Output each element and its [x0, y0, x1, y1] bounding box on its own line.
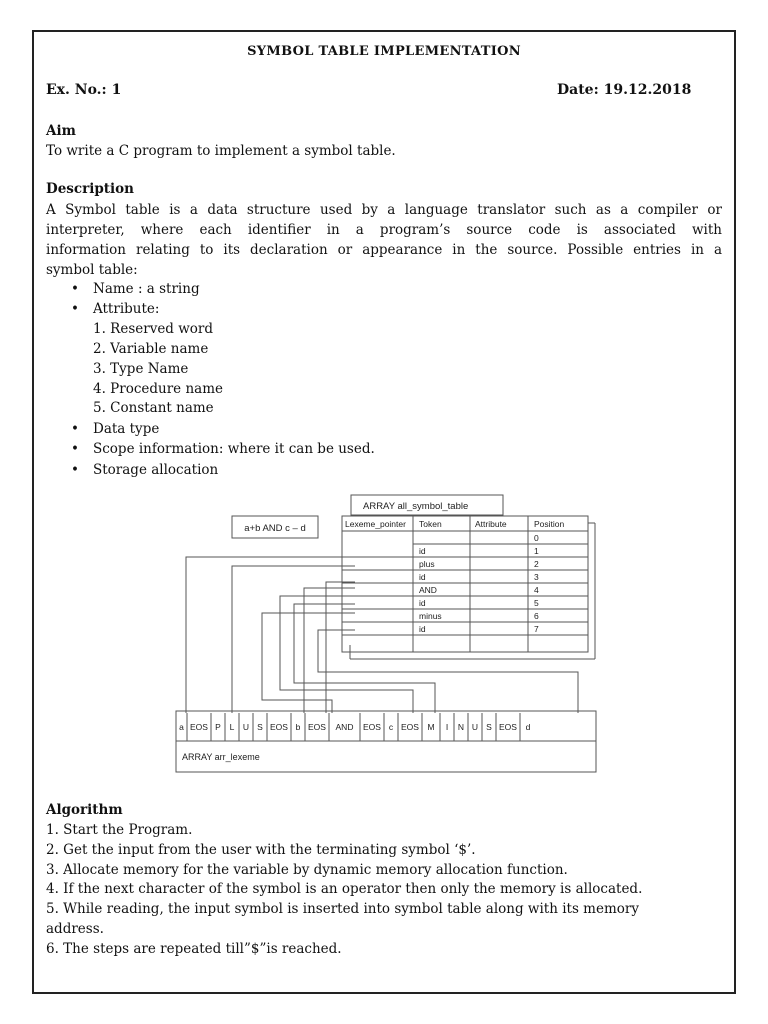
- algorithm-step: 4. If the next character of the symbol is an operator then only the memory is allocated.: [46, 881, 643, 897]
- algorithm-step: 5. While reading, the input symbol is inserted into symbol table along with its memory: [46, 901, 639, 917]
- lexeme-cell: S: [257, 722, 263, 732]
- attribute-item: 5. Constant name: [93, 400, 214, 416]
- exercise-number: Ex. No.: 1: [46, 82, 122, 98]
- algorithm-step: 6. The steps are repeated till”$”is reached.: [46, 941, 342, 957]
- lexeme-cell: N: [457, 722, 465, 732]
- lexeme-cell: c: [388, 722, 394, 732]
- attribute-item: 1. Reserved word: [93, 321, 214, 337]
- algorithm-heading: Algorithm: [46, 802, 123, 818]
- description-line: information relating to its declaration or appearance in the source. Possible entries in a: [46, 242, 722, 258]
- description-line: symbol table:: [46, 262, 138, 278]
- position-cell: 7: [534, 624, 539, 634]
- page-title: SYMBOL TABLE IMPLEMENTATION: [247, 44, 521, 59]
- token-cell: AND: [419, 585, 437, 595]
- column-header: Attribute: [475, 519, 507, 529]
- lexeme-cell: U: [471, 722, 479, 732]
- lexeme-cell: I: [445, 722, 449, 732]
- token-cell: minus: [419, 611, 442, 621]
- lexeme-cell: M: [427, 722, 435, 732]
- token-cell: id: [419, 572, 426, 582]
- token-cell: id: [419, 624, 426, 634]
- aim-text: To write a C program to implement a symbol table.: [46, 143, 396, 159]
- column-header: Position: [534, 519, 565, 529]
- attribute-item: 3. Type Name: [93, 361, 189, 377]
- symbol-table-grid: [342, 516, 588, 652]
- position-cell: 1: [534, 546, 539, 556]
- token-cell: id: [419, 598, 426, 608]
- exercise-date: Date: 19.12.2018: [557, 82, 692, 98]
- lexeme-cell: L: [229, 722, 235, 732]
- lexeme-cell: a: [179, 722, 184, 732]
- description-line: A Symbol table is a data structure used by a language translator such as a compiler or: [46, 202, 722, 218]
- attribute-item: 2. Variable name: [93, 341, 209, 357]
- lexeme-cell: AND: [335, 722, 354, 732]
- attribute-item: 4. Procedure name: [93, 381, 223, 397]
- lexeme-cell: EOS: [401, 722, 419, 732]
- lexeme-cell: EOS: [499, 722, 517, 732]
- lexeme-cell: b: [295, 722, 301, 732]
- token-cell: id: [419, 546, 426, 556]
- algorithm-step: 1. Start the Program.: [46, 822, 193, 838]
- lexeme-cell: EOS: [190, 722, 208, 732]
- lexeme-cell: U: [242, 722, 250, 732]
- algorithm-step: 3. Allocate memory for the variable by dynamic memory allocation function.: [46, 862, 568, 878]
- description-line: interpreter, where each identifier in a program’s source code is associated with: [46, 222, 722, 238]
- position-cell: 4: [534, 585, 539, 595]
- lexeme-caption: ARRAY arr_lexeme: [182, 752, 260, 762]
- lexeme-cell: EOS: [308, 722, 326, 732]
- algorithm-step: address.: [46, 921, 104, 937]
- aim-heading: Aim: [46, 123, 76, 139]
- lexeme-cell: d: [525, 722, 531, 732]
- lexeme-cell: EOS: [363, 722, 381, 732]
- position-cell: 3: [534, 572, 539, 582]
- column-header: Token: [419, 519, 442, 529]
- lexeme-cell: P: [215, 722, 221, 732]
- position-cell: 6: [534, 611, 539, 621]
- lexeme-cell: S: [486, 722, 492, 732]
- token-cell: plus: [419, 559, 435, 569]
- position-cell: 2: [534, 559, 539, 569]
- lexeme-cell: EOS: [270, 722, 288, 732]
- position-cell: 0: [534, 533, 539, 543]
- description-heading: Description: [46, 181, 134, 197]
- position-cell: 5: [534, 598, 539, 608]
- column-header: Lexeme_pointer: [345, 519, 406, 529]
- table-title: ARRAY all_symbol_table: [363, 501, 469, 512]
- expression-label: a+b AND c – d: [244, 523, 306, 534]
- algorithm-step: 2. Get the input from the user with the terminating symbol ‘$’.: [46, 842, 476, 858]
